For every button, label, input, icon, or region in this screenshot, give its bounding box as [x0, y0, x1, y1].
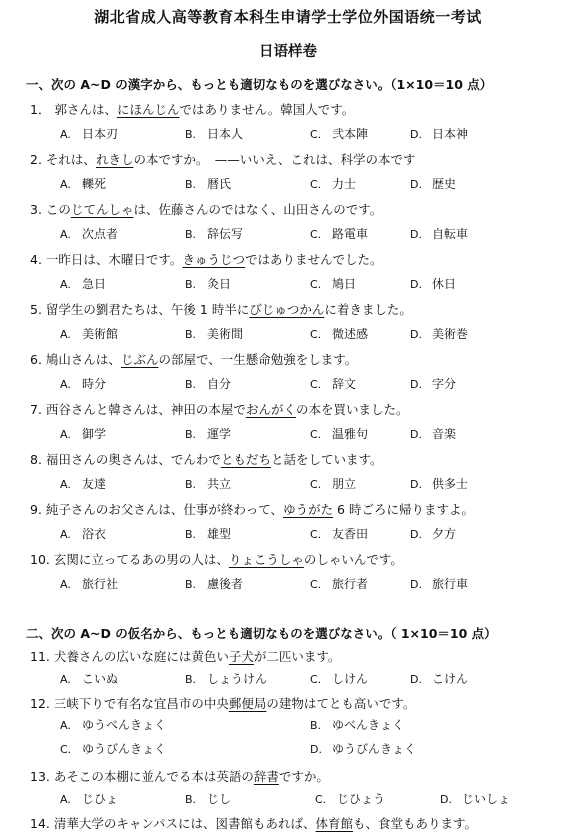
option-label: A.	[60, 719, 71, 732]
option-label: D.	[410, 228, 422, 241]
question-section1-7	[30, 400, 408, 418]
question-number: 5.	[30, 302, 42, 317]
section2-heading: 二、次の A~D の仮名から、もっとも適切なものを選びなさい。（ 1×10＝10 点）	[26, 626, 497, 641]
option-label: B.	[310, 719, 322, 732]
question-text-after: ですか。	[278, 769, 329, 784]
question-text-after: の本を買いました。	[295, 402, 409, 417]
question-target-word: にほんじん	[116, 102, 180, 117]
option-text: 日本神	[432, 127, 469, 141]
option-text: 旅行車	[432, 577, 469, 591]
option-label: B.	[185, 428, 197, 441]
question-text-before: 清華大学のキャンパスには、図書館もあれば、	[53, 816, 316, 831]
option-a[interactable]	[60, 425, 106, 442]
exam-subtitle: 日语样卷	[259, 44, 317, 60]
question-text-before: 一昨日は、木曜日です。	[45, 252, 183, 267]
option-text: 時分	[82, 377, 107, 391]
option-d[interactable]	[410, 125, 468, 142]
options-row	[0, 325, 576, 343]
option-a[interactable]	[60, 375, 106, 392]
question-text-after: の部屋で、一生懸命勉強をします。	[158, 352, 358, 367]
question-text-after: も、食堂もあります。	[353, 816, 478, 831]
option-label: B.	[185, 793, 197, 806]
option-d[interactable]	[410, 175, 456, 192]
question-section1-1	[30, 100, 354, 118]
option-label: C.	[310, 178, 322, 191]
question-section1-10	[30, 550, 403, 568]
option-text: ゆうびんきょく	[332, 742, 417, 756]
option-d[interactable]	[410, 575, 468, 592]
option-c[interactable]	[310, 225, 368, 242]
option-c[interactable]	[315, 790, 385, 807]
question-text-before: 西谷さんと韓さんは、神田の本屋で	[45, 402, 246, 417]
question-text-after: ではありませんでした。	[244, 252, 383, 267]
option-c[interactable]	[310, 525, 368, 542]
option-d[interactable]	[410, 425, 456, 442]
option-text: 温雅句	[332, 427, 369, 441]
option-label: B.	[185, 128, 197, 141]
option-label: A.	[60, 378, 71, 391]
option-c[interactable]	[60, 740, 166, 757]
question-target-word: 辞書	[253, 769, 279, 784]
option-label: C.	[310, 578, 322, 591]
option-text: 暦氏	[207, 177, 232, 191]
option-text: しけん	[332, 672, 369, 686]
option-label: D.	[410, 378, 422, 391]
question-text-after: 6 時ごろに帰りますよ。	[333, 502, 474, 517]
option-label: B.	[185, 328, 197, 341]
option-text: 日本人	[207, 127, 244, 141]
options-row	[0, 375, 576, 393]
question-target-word: びじゅつかん	[249, 302, 325, 317]
option-text: 休日	[432, 277, 457, 291]
question-number: 2.	[30, 152, 42, 167]
option-label: C.	[310, 128, 322, 141]
option-d[interactable]	[410, 475, 468, 492]
option-text: 歴史	[432, 177, 457, 191]
option-b[interactable]	[185, 325, 243, 342]
option-d[interactable]	[410, 225, 468, 242]
option-label: D.	[410, 428, 422, 441]
question-number: 14.	[30, 816, 50, 831]
question-section1-2	[30, 150, 415, 168]
option-label: C.	[310, 328, 322, 341]
option-label: A.	[60, 478, 71, 491]
question-target-word: おんがく	[245, 402, 296, 417]
option-text: 路電車	[332, 227, 369, 241]
option-text: 自転車	[432, 227, 469, 241]
option-text: 鳩日	[332, 277, 357, 291]
options-row	[0, 670, 576, 688]
option-a[interactable]	[60, 475, 106, 492]
option-text: 旅行者	[332, 577, 369, 591]
option-text: 夕方	[432, 527, 457, 541]
option-label: D.	[410, 528, 422, 541]
option-label: A.	[60, 793, 71, 806]
option-text: ゆべんきょく	[332, 718, 405, 732]
option-text: じひょ	[82, 792, 119, 806]
question-target-word: ともだち	[220, 452, 271, 467]
option-text: 音楽	[432, 427, 457, 441]
options-row	[0, 575, 576, 593]
option-b[interactable]	[185, 790, 231, 807]
option-b[interactable]	[185, 525, 231, 542]
option-d[interactable]	[410, 375, 456, 392]
option-c[interactable]	[310, 425, 368, 442]
option-label: C.	[310, 528, 322, 541]
option-text: 自分	[207, 377, 232, 391]
question-section1-3	[30, 200, 382, 218]
option-label: B.	[185, 378, 197, 391]
question-target-word: じてんしゃ	[70, 202, 134, 217]
option-label: C.	[310, 673, 322, 686]
question-text-before: この	[45, 202, 71, 217]
option-label: B.	[185, 673, 197, 686]
option-label: A.	[60, 673, 71, 686]
option-label: B.	[185, 178, 197, 191]
option-text: こいぬ	[82, 672, 119, 686]
option-b[interactable]	[185, 125, 243, 142]
question-target-word: じぶん	[120, 352, 159, 367]
option-text: 朋立	[332, 477, 357, 491]
option-c[interactable]	[310, 475, 356, 492]
option-label: C.	[310, 278, 322, 291]
question-target-word: れきし	[95, 152, 134, 167]
question-text-before: それは、	[45, 152, 96, 167]
option-text: 運学	[207, 427, 232, 441]
option-a[interactable]	[60, 716, 166, 733]
question-text-before: 福田さんの奥さんは、でんわで	[45, 452, 221, 467]
option-text: 急日	[82, 277, 107, 291]
option-a[interactable]	[60, 125, 118, 142]
section1-heading: 一、次の A~D の漢字から、もっとも適切なものを選びなさい。（1×10＝10 点）	[26, 77, 493, 92]
option-a[interactable]	[60, 525, 106, 542]
question-text-after: と話をしています。	[270, 452, 383, 467]
question-target-word: りょこうしゃ	[228, 552, 304, 567]
option-label: C.	[310, 228, 322, 241]
question-target-word: 子犬	[228, 649, 254, 664]
option-text: 次点者	[82, 227, 119, 241]
option-text: 力士	[332, 177, 357, 191]
option-label: B.	[185, 228, 197, 241]
question-number: 3.	[30, 202, 42, 217]
option-d[interactable]	[410, 525, 456, 542]
option-c[interactable]	[310, 125, 368, 142]
question-number: 12.	[30, 696, 50, 711]
option-text: 美術巻	[432, 327, 469, 341]
question-text-after: は、佐藤さんのではなく、山田さんのです。	[133, 202, 383, 217]
question-section2-1	[30, 647, 340, 665]
option-label: D.	[410, 128, 422, 141]
question-target-word: きゅうじつ	[182, 252, 245, 267]
option-text: 旅行社	[82, 577, 119, 591]
question-text-after: の建物はてとも高いです。	[266, 696, 416, 711]
option-text: 共立	[207, 477, 232, 491]
option-text: ゆうびんきょく	[82, 742, 167, 756]
options-row	[0, 175, 576, 193]
option-a[interactable]	[60, 670, 118, 687]
option-b[interactable]	[310, 716, 404, 733]
option-b[interactable]	[185, 175, 231, 192]
question-text-before: あそこの本棚に並んでる本は英語の	[53, 769, 254, 784]
option-text: こけん	[432, 672, 469, 686]
option-text: 友達	[82, 477, 107, 491]
option-a[interactable]	[60, 575, 118, 592]
option-text: 御学	[82, 427, 107, 441]
option-b[interactable]	[185, 575, 243, 592]
option-d[interactable]	[310, 740, 416, 757]
question-text-before: 鳩山さんは、	[45, 352, 121, 367]
question-number: 11.	[30, 649, 50, 664]
question-text-after: のしゃいんです。	[303, 552, 403, 567]
option-label: A.	[60, 228, 71, 241]
option-label: A.	[60, 578, 71, 591]
question-number: 9.	[30, 502, 42, 517]
option-label: D.	[310, 743, 322, 756]
option-d[interactable]	[440, 790, 510, 807]
option-label: D.	[410, 178, 422, 191]
option-text: じし	[207, 792, 232, 806]
option-b[interactable]	[185, 475, 231, 492]
option-label: C.	[60, 743, 72, 756]
option-label: D.	[410, 673, 422, 686]
option-label: A.	[60, 528, 71, 541]
question-target-word: 郵便局	[228, 696, 267, 711]
option-label: D.	[440, 793, 452, 806]
option-text: 供多士	[432, 477, 469, 491]
option-label: B.	[185, 478, 197, 491]
option-c[interactable]	[310, 375, 356, 392]
option-text: 辞伝写	[207, 227, 244, 241]
question-section2-2	[30, 694, 415, 712]
option-c[interactable]	[310, 670, 368, 687]
option-label: B.	[185, 578, 197, 591]
option-text: じいしょ	[462, 792, 511, 806]
option-a[interactable]	[60, 275, 106, 292]
question-number: 1．	[30, 102, 51, 117]
option-label: D.	[410, 478, 422, 491]
options-row	[0, 125, 576, 143]
option-a[interactable]	[60, 225, 118, 242]
option-c[interactable]	[310, 325, 368, 342]
option-label: A.	[60, 178, 71, 191]
option-text: しょうけん	[207, 672, 268, 686]
option-label: C.	[315, 793, 327, 806]
question-target-word: ゆうがた	[283, 502, 334, 517]
question-section1-6	[30, 350, 357, 368]
options-row	[0, 225, 576, 243]
options-row	[0, 475, 576, 493]
option-text: 美術館	[82, 327, 119, 341]
option-b[interactable]	[185, 375, 231, 392]
option-text: 辞文	[332, 377, 357, 391]
option-label: D.	[410, 328, 422, 341]
question-text-before: 玄関に立ってるあの男の人は、	[53, 552, 229, 567]
option-text: 美術間	[207, 327, 244, 341]
option-text: 轢死	[82, 177, 107, 191]
question-number: 7.	[30, 402, 42, 417]
question-number: 10.	[30, 552, 50, 567]
option-a[interactable]	[60, 790, 118, 807]
options-row	[0, 425, 576, 443]
option-label: C.	[310, 378, 322, 391]
question-number: 8.	[30, 452, 42, 467]
option-label: A.	[60, 328, 71, 341]
option-label: B.	[185, 528, 197, 541]
option-text: 字分	[432, 377, 457, 391]
question-section1-5	[30, 300, 412, 318]
option-text: 浴衣	[82, 527, 107, 541]
option-text: 灸日	[207, 277, 232, 291]
question-text-before: 純子さんのお父さんは、仕事が終わって、	[45, 502, 284, 517]
option-b[interactable]	[185, 225, 243, 242]
question-text-after: ではありません。韓国人です。	[179, 102, 355, 117]
option-a[interactable]	[60, 325, 118, 342]
option-b[interactable]	[185, 275, 231, 292]
question-text-after: が二匹います。	[253, 649, 341, 664]
option-label: D.	[410, 278, 422, 291]
option-d[interactable]	[410, 670, 468, 687]
options-row	[0, 790, 576, 808]
question-number: 6.	[30, 352, 42, 367]
option-label: C.	[310, 428, 322, 441]
option-text: 友香田	[332, 527, 369, 541]
question-text-before: 三峡下りで有名な宜昌市の中央	[53, 696, 229, 711]
option-text: 日本刃	[82, 127, 119, 141]
option-d[interactable]	[410, 325, 468, 342]
question-number: 4.	[30, 252, 42, 267]
option-label: A.	[60, 128, 71, 141]
question-number: 13.	[30, 769, 50, 784]
options-row	[0, 525, 576, 543]
option-label: A.	[60, 278, 71, 291]
question-text-before: 郭さんは、	[54, 102, 117, 117]
option-b[interactable]	[185, 670, 267, 687]
option-text: 雄型	[207, 527, 232, 541]
option-c[interactable]	[310, 575, 368, 592]
question-text-after: に着きました。	[324, 302, 412, 317]
question-text-before: 留学生の劉君たちは、午後 1 時半に	[45, 302, 250, 317]
option-label: C.	[310, 478, 322, 491]
options-row	[0, 716, 576, 756]
option-text: 慮後者	[207, 577, 244, 591]
question-section1-8	[30, 450, 382, 468]
option-c[interactable]	[310, 275, 356, 292]
question-section1-9	[30, 500, 474, 518]
question-section2-3	[30, 767, 329, 785]
option-c[interactable]	[310, 175, 356, 192]
question-section1-4	[30, 250, 382, 268]
option-text: 微述感	[332, 327, 369, 341]
question-text-before: 犬養さんの広いな庭には黄色い	[53, 649, 229, 664]
option-text: ゆうべんきょく	[82, 718, 167, 732]
option-text: じひょう	[337, 792, 386, 806]
option-text: 弐本陣	[332, 127, 369, 141]
option-label: D.	[410, 578, 422, 591]
options-row	[0, 275, 576, 293]
option-label: B.	[185, 278, 197, 291]
option-d[interactable]	[410, 275, 456, 292]
question-section2-4	[30, 814, 477, 832]
option-label: A.	[60, 428, 71, 441]
question-text-after: の本ですか。 ——いいえ、これは、科学の本です	[133, 152, 416, 167]
exam-title: 湖北省成人高等教育本科生申请学士学位外国语统一考试	[94, 8, 482, 26]
option-b[interactable]	[185, 425, 231, 442]
question-target-word: 体育館	[315, 816, 354, 831]
option-a[interactable]	[60, 175, 106, 192]
